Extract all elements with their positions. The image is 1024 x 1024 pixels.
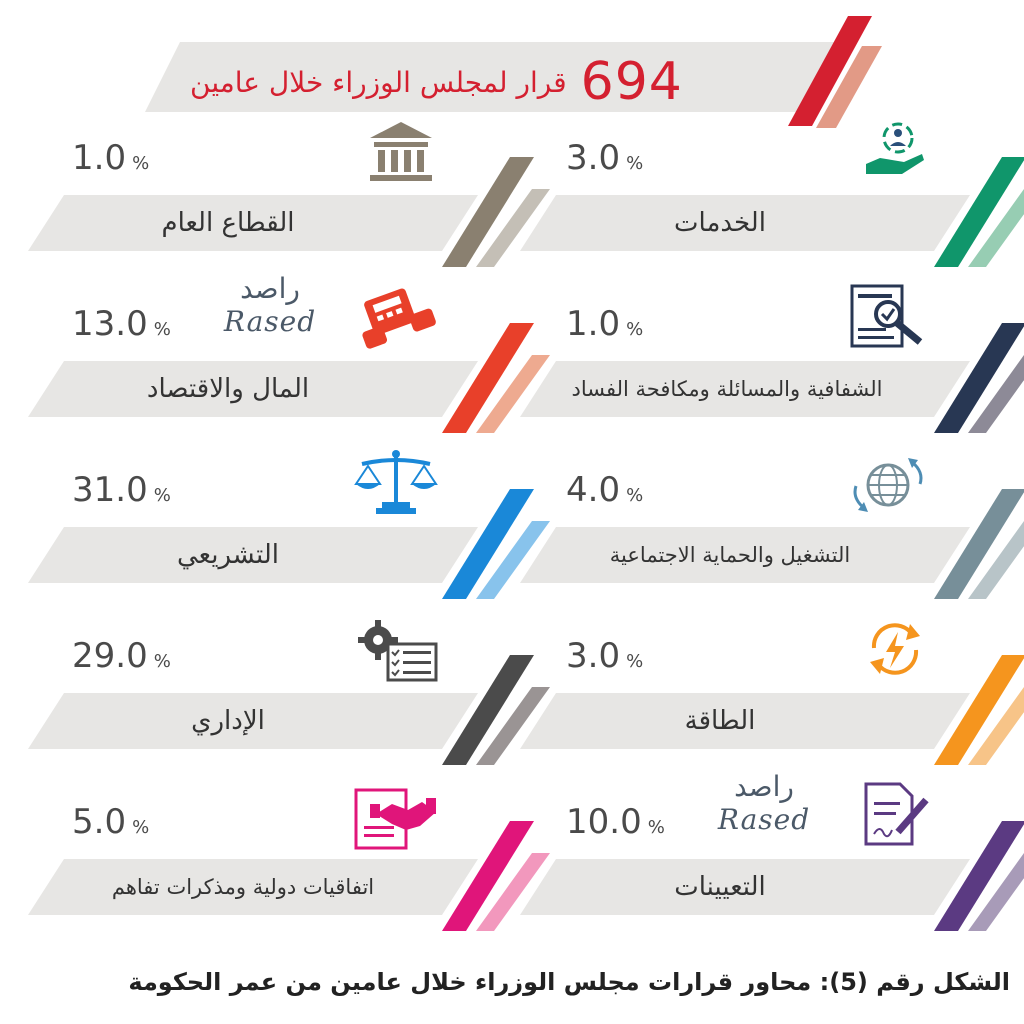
justice-scale-icon [354, 448, 438, 518]
value-label-energy: 3.0 % [566, 636, 644, 676]
rased-watermark-english: Rased [223, 305, 317, 338]
globe-arrows-icon [846, 452, 930, 518]
wallet-money-icon [354, 284, 438, 350]
category-label-public-sector: القطاع العام [161, 208, 295, 238]
header-label: قرار لمجلس الوزراء خلال عامين [190, 65, 567, 99]
rased-watermark-finance [210, 272, 330, 338]
rased-watermark-arabic: راصد [734, 770, 794, 803]
figure-caption: الشكل رقم (5): محاور قرارات مجلس الوزراء خلال عامين من عمر الحكومة [128, 968, 1010, 996]
document-pen-icon [860, 780, 936, 850]
value-label-employment: 4.0 % [566, 470, 644, 510]
government-building-icon [366, 120, 436, 184]
category-label-administrative: الإداري [191, 706, 265, 736]
rased-watermark-arabic: راصد [240, 272, 300, 305]
category-label-transparency: الشفافية والمسائلة ومكافحة الفساد [571, 377, 883, 401]
document-magnifier-icon [848, 284, 928, 350]
category-label-energy: الطاقة [684, 706, 756, 736]
value-label-public-sector: 1.0 % [72, 138, 150, 178]
energy-cycle-icon [860, 614, 930, 684]
rased-watermark-appointments [704, 770, 824, 836]
gear-checklist-icon [356, 616, 440, 686]
category-label-finance: المال والاقتصاد [146, 374, 310, 404]
value-label-agreements: 5.0 % [72, 802, 150, 842]
value-label-legislative: 31.0 % [72, 470, 171, 510]
category-label-employment: التشغيل والحماية الاجتماعية [609, 543, 851, 567]
value-label-administrative: 29.0 % [72, 636, 171, 676]
category-label-agreements: اتفاقيات دولية ومذكرات تفاهم [111, 875, 375, 899]
value-label-services: 3.0 % [566, 138, 644, 178]
rased-watermark-english: Rased [717, 803, 811, 836]
service-hand-icon [860, 118, 930, 180]
category-label-appointments: التعيينات [674, 872, 766, 902]
category-label-legislative: التشريعي [177, 540, 279, 570]
handshake-document-icon [352, 786, 440, 852]
value-label-appointments: 10.0 % [566, 802, 665, 842]
value-label-finance: 13.0 % [72, 304, 171, 344]
header-decision-count: 694 [580, 52, 683, 112]
category-label-services: الخدمات [674, 208, 766, 238]
value-label-transparency: 1.0 % [566, 304, 644, 344]
